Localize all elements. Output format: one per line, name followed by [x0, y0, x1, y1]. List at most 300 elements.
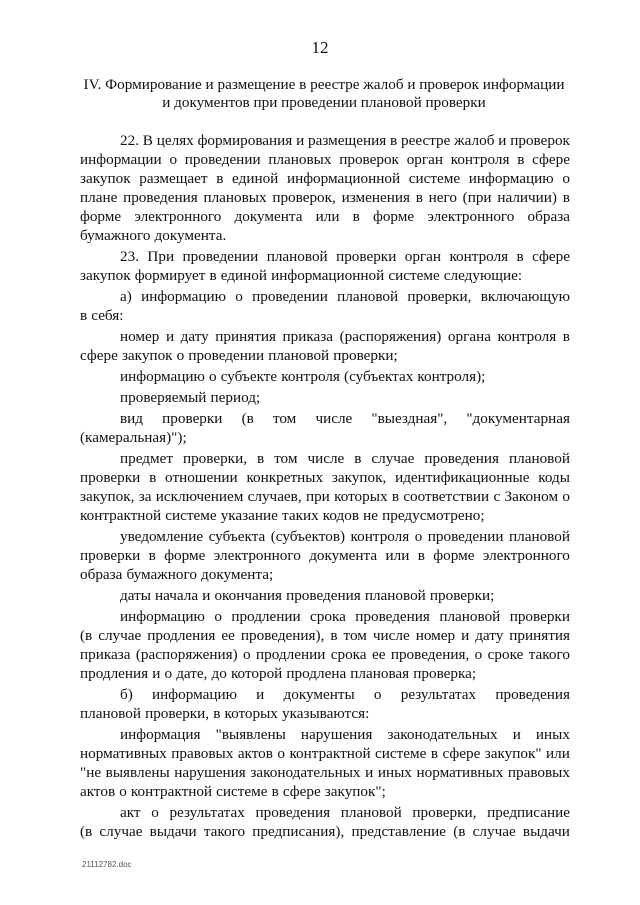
word: даты: [120, 587, 151, 604]
text-line: [80, 664, 570, 683]
word: "выявлены: [215, 726, 286, 743]
word: размещает: [139, 170, 208, 187]
word: актов: [80, 783, 116, 800]
word: контроля);: [417, 368, 486, 385]
word: информацию: [141, 288, 226, 305]
word: информация: [120, 726, 201, 743]
word: законодательных: [250, 764, 361, 781]
word: закупок: [80, 267, 131, 284]
word: представление: [351, 823, 447, 840]
word: числе: [307, 450, 345, 467]
text-line: [80, 367, 570, 386]
word: системе: [216, 783, 268, 800]
word: документа: [234, 208, 303, 225]
word: проведения: [355, 608, 430, 625]
text-line: [80, 468, 570, 487]
word: плановой: [340, 804, 402, 821]
text-line: [80, 188, 570, 207]
word: проведения: [255, 804, 331, 821]
word: системе: [375, 745, 427, 762]
word: в: [391, 488, 400, 505]
word: выявлены: [105, 764, 170, 781]
word: срока: [310, 608, 346, 625]
page-number: 12: [311, 38, 329, 57]
word: изменения: [341, 189, 410, 206]
word: которых: [224, 705, 278, 722]
word: проведения: [424, 450, 500, 467]
word: в: [213, 705, 221, 722]
word: ее: [371, 646, 386, 663]
word: и: [256, 686, 265, 703]
word: форме: [80, 208, 122, 225]
word: орган: [406, 151, 443, 168]
text-line: [80, 266, 570, 285]
text-line: [80, 527, 570, 546]
text-line: [80, 506, 570, 525]
word: субъекта: [208, 528, 266, 545]
word: начала: [155, 587, 199, 604]
word: том: [343, 627, 367, 644]
word: В: [142, 132, 153, 149]
word: формирования: [197, 132, 293, 149]
word: такого: [528, 646, 570, 663]
word: плановой: [509, 528, 570, 545]
word: проверки,: [145, 705, 210, 722]
word: в: [256, 450, 265, 467]
text-line: [80, 565, 570, 584]
text-line: [80, 704, 570, 723]
document-body: [80, 131, 570, 841]
text-line: [80, 306, 570, 325]
word: с: [493, 488, 501, 505]
word: предмет: [120, 450, 173, 467]
word: проведении: [252, 288, 328, 305]
word: контрактной: [130, 783, 213, 800]
word: документа.: [154, 227, 227, 244]
word: субъекте: [220, 368, 278, 385]
word: бумажного: [80, 227, 151, 244]
word: нарушения: [174, 764, 246, 781]
word: окончания: [214, 587, 282, 604]
word: нормативных: [416, 764, 504, 781]
word: отношении: [165, 469, 238, 486]
word: проведения: [123, 189, 198, 206]
word: том: [274, 450, 298, 467]
word: дате,: [176, 665, 208, 682]
word: органа: [447, 328, 491, 345]
word: в: [149, 469, 157, 486]
word: в: [148, 547, 156, 564]
text-line: [80, 725, 570, 744]
word: орган: [404, 248, 442, 265]
word: о: [235, 288, 243, 305]
word: включающую: [480, 288, 570, 305]
word: случаев,: [247, 488, 302, 505]
word: проверки: [80, 469, 141, 486]
word: результатах: [400, 686, 477, 703]
word: следующие:: [443, 267, 523, 284]
word: проверки;: [333, 347, 398, 364]
word: проверки,: [412, 804, 477, 821]
word: проведении: [188, 347, 265, 364]
word: конкретных: [246, 469, 324, 486]
word: уведомление: [120, 528, 204, 545]
word: контроля: [449, 248, 509, 265]
word: системе: [408, 170, 461, 187]
word: электронного: [427, 208, 515, 225]
word: информацию: [120, 608, 205, 625]
word: и: [165, 328, 175, 345]
word: выдачи: [149, 823, 197, 840]
word: которых: [334, 488, 388, 505]
word: (распоряжения): [339, 328, 442, 345]
word: бумажного: [126, 566, 197, 583]
word: за: [138, 488, 152, 505]
word: документы: [283, 686, 355, 703]
word: вид: [120, 410, 144, 427]
word: сфере: [80, 347, 118, 364]
text-line: [80, 645, 570, 664]
text-line: [80, 287, 570, 306]
word: закупок,: [80, 488, 135, 505]
word: в: [352, 208, 360, 225]
word: идентификационные: [395, 469, 530, 486]
word: размещения: [308, 132, 387, 149]
word: (камеральная)");: [80, 429, 187, 446]
word: о: [474, 646, 483, 663]
word: контрактной: [80, 507, 162, 524]
word: период;: [210, 389, 261, 406]
word: информации: [80, 151, 162, 168]
word: плановой: [509, 450, 570, 467]
word: том: [272, 410, 297, 427]
word: проведении: [182, 248, 259, 265]
word: контроля: [450, 151, 510, 168]
word: наличии): [497, 189, 557, 206]
word: информацию: [468, 170, 554, 187]
word: числе: [372, 627, 410, 644]
word: о: [562, 170, 570, 187]
word: "не: [80, 764, 102, 781]
word: в: [330, 627, 338, 644]
word: сфере: [532, 248, 570, 265]
word: форме: [373, 208, 415, 225]
word: электронного: [482, 547, 570, 564]
word: проверок,: [272, 189, 336, 206]
word: в: [390, 132, 398, 149]
word: случае: [99, 823, 143, 840]
word: в: [417, 547, 425, 564]
word: 22.: [120, 132, 139, 149]
word: проведении: [184, 151, 261, 168]
text-line: [80, 803, 570, 822]
word: информационной: [271, 267, 385, 284]
section-heading-line-1: IV. Формирование и размещение в реестре жалоб и проверок информации: [83, 76, 565, 93]
word: в: [517, 151, 525, 168]
word: сроке: [487, 646, 524, 663]
word: контроля: [281, 368, 340, 385]
word: не: [363, 507, 379, 524]
word: о: [119, 783, 127, 800]
word: системе: [165, 507, 217, 524]
word: иных: [535, 726, 570, 743]
text-line: [80, 546, 570, 565]
word: плановых: [268, 151, 332, 168]
word: проверяемый: [120, 389, 207, 406]
word: плановой: [364, 587, 426, 604]
word: исключением: [155, 488, 244, 505]
word: При: [147, 248, 175, 265]
word: соответствии: [403, 488, 490, 505]
word: или: [315, 208, 340, 225]
word: и: [365, 764, 374, 781]
word: проведения),: [240, 627, 325, 644]
word: в: [271, 783, 279, 800]
text-line: [80, 169, 570, 188]
word: о: [151, 804, 159, 821]
word: документа;: [201, 566, 274, 583]
word: предписания),: [252, 823, 345, 840]
word: номер: [120, 328, 160, 345]
word: о: [243, 646, 251, 663]
word: о: [414, 528, 423, 545]
word: (распоряжения): [135, 646, 238, 663]
word: случае: [371, 450, 415, 467]
word: и: [202, 587, 211, 604]
word: продлении: [231, 608, 301, 625]
word: системе: [388, 267, 440, 284]
word: сфере: [282, 783, 321, 800]
word: и: [498, 132, 507, 149]
text-line: [80, 449, 570, 468]
word: проверки: [162, 410, 223, 427]
word: проверок: [339, 151, 399, 168]
word: целях: [156, 132, 194, 149]
word: при: [305, 488, 330, 505]
word: законодательных: [387, 726, 498, 743]
word: проверка;: [413, 665, 477, 682]
text-line: [80, 131, 570, 150]
text-line: [80, 346, 570, 365]
text-line: [80, 388, 570, 407]
section-heading: [60, 76, 588, 112]
word: "документарная: [466, 410, 570, 427]
word: электронного: [213, 547, 301, 564]
word: проверки: [80, 547, 141, 564]
text-line: [80, 207, 570, 226]
word: электронного: [134, 208, 222, 225]
word: кодов: [322, 507, 360, 524]
text-line: [80, 607, 570, 626]
word: проверки,: [182, 450, 247, 467]
word: и: [512, 726, 521, 743]
text-line: [80, 327, 570, 346]
word: Законом: [504, 488, 559, 505]
text-line: [80, 487, 570, 506]
word: в: [516, 248, 524, 265]
word: иных: [377, 764, 412, 781]
word: проверки;: [429, 587, 495, 604]
word: до: [211, 665, 227, 682]
word: 23.: [120, 248, 139, 265]
word: о: [209, 368, 217, 385]
word: предписание: [487, 804, 570, 821]
word: плановой: [337, 288, 399, 305]
word: проверок: [510, 132, 570, 149]
word: которой: [230, 665, 283, 682]
word: результатах: [169, 804, 245, 821]
word: него: [428, 189, 457, 206]
word: в: [209, 267, 217, 284]
word: информационной: [286, 170, 401, 187]
word: плане: [80, 189, 118, 206]
word: срока: [330, 646, 367, 663]
word: жалоб: [454, 132, 495, 149]
word: о: [562, 488, 570, 505]
word: (в: [80, 823, 93, 840]
word: о: [169, 151, 178, 168]
word: проведения: [495, 686, 570, 703]
word: и: [152, 665, 161, 682]
word: реестре: [401, 132, 451, 149]
word: таких: [282, 507, 319, 524]
word: (субъектов): [270, 528, 346, 545]
word: дату: [180, 328, 209, 345]
word: проведения,: [390, 646, 470, 663]
section-heading-line-2: и документов при проведении плановой проверки: [162, 94, 486, 111]
word: плановой: [268, 347, 330, 364]
word: себя:: [91, 307, 124, 324]
word: правовых: [171, 745, 234, 762]
word: продлена: [286, 665, 347, 682]
word: указание: [220, 507, 278, 524]
word: или: [385, 547, 410, 564]
word: или: [546, 745, 570, 762]
word: форме: [164, 547, 206, 564]
word: форме: [433, 547, 475, 564]
word: проверки,: [407, 288, 472, 305]
text-line: [80, 685, 570, 704]
word: о: [164, 665, 173, 682]
word: единой: [220, 267, 268, 284]
word: плановой: [439, 608, 501, 625]
text-line: [80, 626, 570, 645]
document-file-code: 21112782.doc: [82, 860, 132, 869]
word: проверки: [509, 608, 570, 625]
word: плановая: [350, 665, 410, 682]
word: сфере: [442, 745, 481, 762]
word: (в: [80, 627, 93, 644]
word: о: [176, 347, 185, 364]
word: о: [277, 745, 285, 762]
word: (в: [241, 410, 254, 427]
word: (при: [462, 189, 492, 206]
word: в: [562, 328, 570, 345]
text-line: [80, 150, 570, 169]
word: в: [430, 745, 439, 762]
word: проведении: [427, 528, 504, 545]
word: принятия: [215, 328, 276, 345]
word: сфере: [532, 151, 570, 168]
word: выдачи: [522, 823, 570, 840]
text-line: [80, 247, 570, 266]
word: такого: [203, 823, 246, 840]
word: дату: [475, 627, 504, 644]
word: коды: [538, 469, 570, 486]
word: формирует: [134, 267, 206, 284]
word: б): [120, 686, 133, 703]
text-line: [80, 744, 570, 763]
word: документа: [309, 547, 378, 564]
word: образа: [527, 208, 570, 225]
word: а): [120, 288, 132, 305]
word: проверки: [336, 248, 397, 265]
word: контрактной: [289, 745, 371, 762]
word: закупок: [121, 347, 173, 364]
word: продлении: [256, 646, 326, 663]
word: предусмотрено;: [382, 507, 485, 524]
word: (в: [453, 823, 466, 840]
word: принятия: [509, 627, 570, 644]
word: и: [461, 627, 470, 644]
word: информацию: [152, 686, 237, 703]
word: актов: [237, 745, 273, 762]
word: закупок: [80, 170, 131, 187]
word: закупок";: [324, 783, 386, 800]
text-line: [80, 586, 570, 605]
text-line: [80, 428, 570, 447]
word: случае: [98, 627, 142, 644]
word: контроля: [497, 328, 557, 345]
word: продления: [80, 665, 149, 682]
word: единой: [232, 170, 279, 187]
word: о: [214, 608, 222, 625]
word: закупок,: [331, 469, 387, 486]
word: в: [354, 450, 362, 467]
word: контроля: [350, 528, 410, 545]
word: образа: [80, 566, 123, 583]
text-line: [80, 409, 570, 428]
word: плановых: [203, 189, 267, 206]
text-line: [80, 782, 570, 801]
word: приказа: [80, 646, 131, 663]
word: плановой: [80, 705, 141, 722]
word: в: [562, 189, 570, 206]
text-line: [80, 822, 570, 841]
word: правовых: [507, 764, 570, 781]
word: случае: [472, 823, 516, 840]
word: "выездная",: [371, 410, 448, 427]
word: в: [80, 307, 88, 324]
word: нарушения: [300, 726, 373, 743]
word: (субъектах: [344, 368, 414, 385]
word: указываются:: [282, 705, 370, 722]
word: закупок": [484, 745, 542, 762]
word: и: [296, 132, 305, 149]
word: проведения: [286, 587, 361, 604]
word: в: [216, 170, 224, 187]
word: номер: [415, 627, 456, 644]
text-line: [80, 763, 570, 782]
text-line: [80, 226, 570, 245]
word: продления: [147, 627, 216, 644]
word: информацию: [120, 368, 205, 385]
word: числе: [315, 410, 353, 427]
word: о: [373, 686, 382, 703]
word: нормативных: [80, 745, 167, 762]
word: приказа: [282, 328, 334, 345]
word: ее: [221, 627, 235, 644]
